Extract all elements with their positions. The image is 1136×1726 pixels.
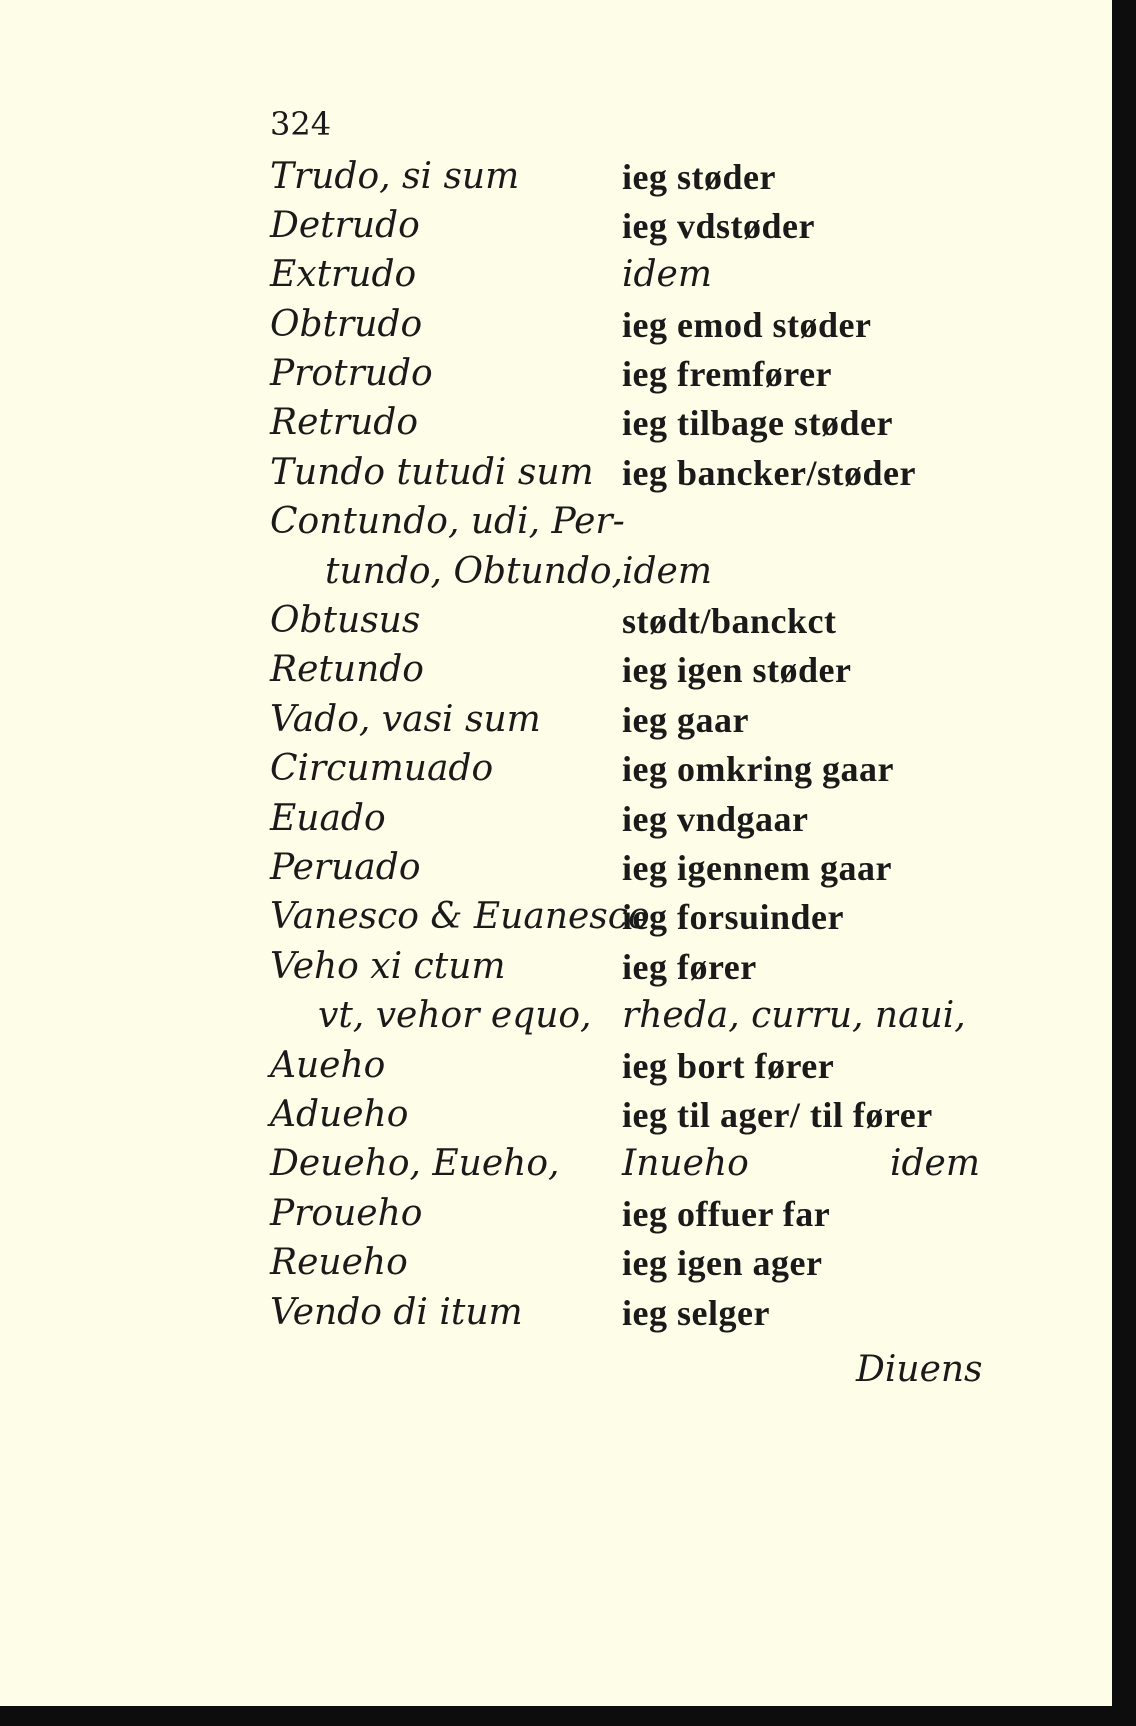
danish-entry: ieg forsuinder (622, 897, 844, 937)
catchword: Diuens (856, 1349, 983, 1390)
latin-entry: Vendo di itum (270, 1292, 523, 1333)
danish-entry-extra: idem (890, 1143, 980, 1184)
danish-entry: ieg offuer far (622, 1194, 831, 1234)
danish-entry: ieg vdstøder (622, 206, 815, 246)
danish-entry: ieg gaar (622, 700, 749, 740)
latin-entry: Trudo, si sum (270, 156, 520, 197)
latin-entry: Proueho (270, 1193, 423, 1234)
latin-entry: Circumuado (270, 748, 494, 789)
danish-entry: stødt/banckct (622, 601, 837, 641)
latin-entry: Deueho, Eueho, (270, 1143, 560, 1184)
danish-entry: ieg bort fører (622, 1046, 835, 1086)
latin-entry: Reueho (270, 1242, 408, 1283)
danish-entry: ieg til ager/ til fører (622, 1095, 933, 1135)
latin-entry: Aueho (270, 1045, 386, 1086)
danish-entry: idem (622, 254, 712, 295)
latin-entry: Tundo tutudi sum (270, 452, 594, 493)
latin-entry: Vanesco & Euanesco (270, 896, 650, 937)
latin-entry: Veho xi ctum (270, 946, 506, 987)
scan-border-bottom (0, 1706, 1136, 1726)
latin-entry: vt, vehor equo, (318, 995, 592, 1036)
danish-entry: ieg emod støder (622, 305, 872, 345)
latin-entry: Obtusus (270, 600, 421, 641)
danish-entry: ieg fremfører (622, 354, 833, 394)
latin-entry: Peruado (270, 847, 421, 888)
danish-entry: Inueho (622, 1143, 749, 1184)
danish-entry: ieg selger (622, 1293, 770, 1333)
latin-entry: Detrudo (270, 205, 420, 246)
danish-entry: rheda, curru, naui, (622, 995, 966, 1036)
latin-entry: Retrudo (270, 402, 418, 443)
danish-entry: ieg omkring gaar (622, 749, 894, 789)
latin-entry: Contundo, udi, Per- (270, 501, 625, 542)
danish-entry: ieg igen ager (622, 1243, 823, 1283)
latin-entry: Euado (270, 798, 386, 839)
latin-entry: Retundo (270, 649, 424, 690)
scan-border-right (1112, 0, 1136, 1726)
danish-entry: ieg støder (622, 157, 776, 197)
latin-entry: Vado, vasi sum (270, 699, 541, 740)
danish-entry: ieg bancker/støder (622, 453, 916, 493)
danish-entry: ieg fører (622, 947, 757, 987)
danish-entry: ieg igennem gaar (622, 848, 892, 888)
latin-entry: Protrudo (270, 353, 433, 394)
danish-entry: ieg tilbage støder (622, 403, 893, 443)
latin-entry: tundo, Obtundo, (325, 551, 624, 592)
danish-entry: ieg igen støder (622, 650, 852, 690)
latin-entry: Obtrudo (270, 304, 423, 345)
danish-entry: idem (622, 551, 712, 592)
latin-entry: Extrudo (270, 254, 417, 295)
danish-entry: ieg vndgaar (622, 799, 809, 839)
page-number: 324 (270, 105, 332, 143)
latin-entry: Adueho (270, 1094, 409, 1135)
